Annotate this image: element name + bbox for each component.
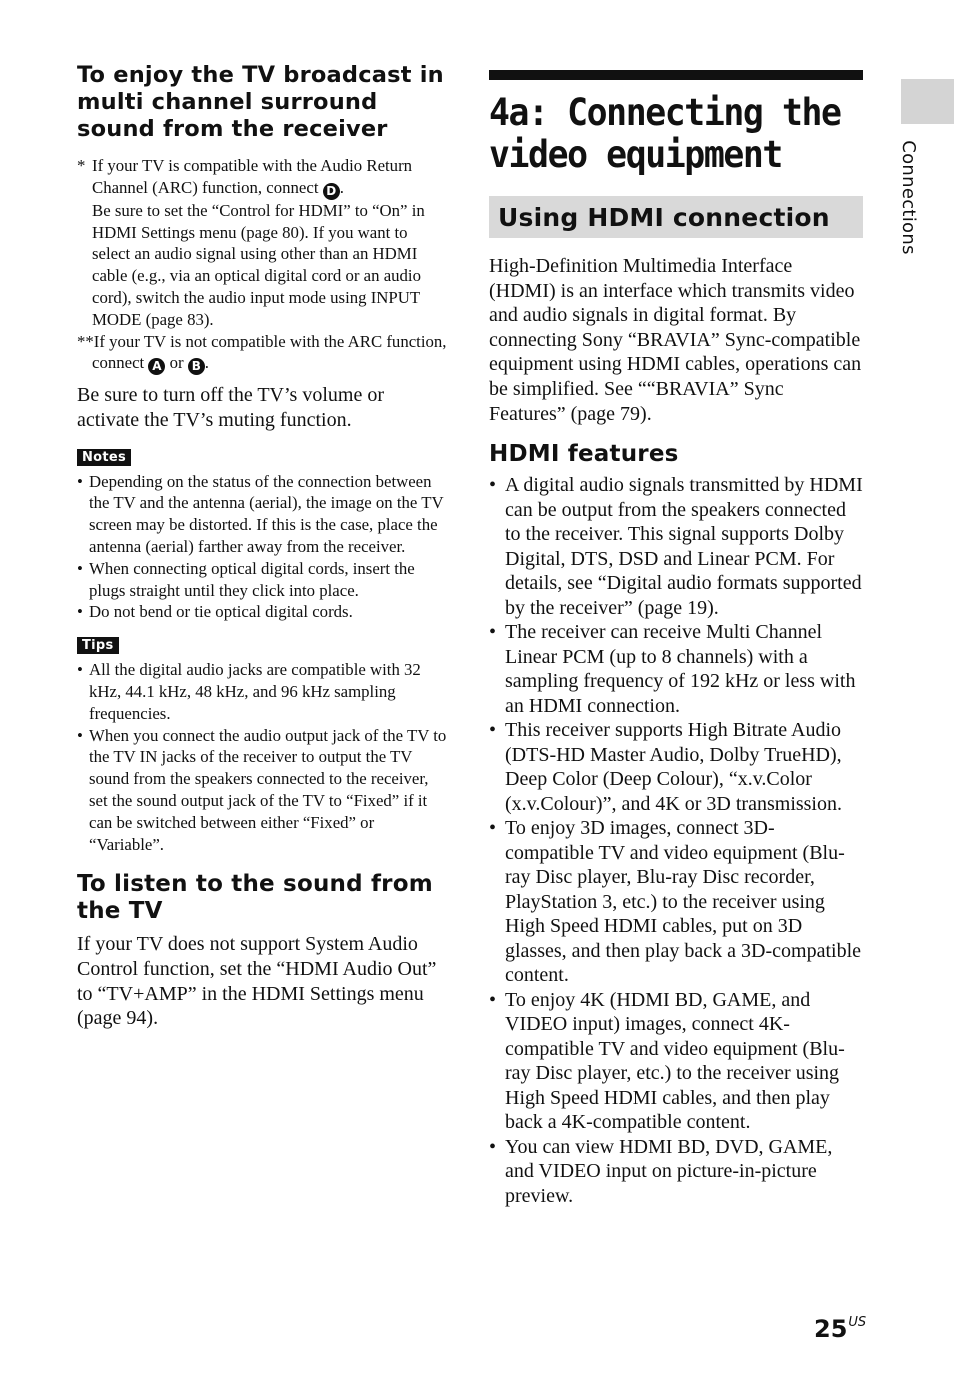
list-item-text: When you connect the audio output jack of the TV to the TV IN jacks of the receiver to output the TV sound from the speakers connected to the receiver, set the sound output jack of the TV to “Fixed” if it can be switched between either “Fixed” or “Variable”. bbox=[89, 725, 447, 854]
feature-item bbox=[489, 1135, 863, 1209]
footnotes bbox=[77, 155, 449, 375]
bullet-icon: • bbox=[77, 725, 83, 745]
side-tab bbox=[901, 79, 954, 124]
jack-a-icon: A bbox=[148, 358, 165, 375]
volume-note: Be sure to turn off the TV’s volume or activate the TV’s muting function. bbox=[77, 384, 384, 431]
footnote-text: If your TV is not compatible with the ARC function, connect bbox=[92, 331, 447, 373]
list-item-text: Do not bend or tie optical digital cords. bbox=[89, 602, 353, 622]
hdmi-features-list bbox=[489, 473, 863, 1208]
bullet-icon: • bbox=[77, 558, 83, 578]
bullet-icon: • bbox=[489, 474, 497, 497]
list-item-text: The receiver can receive Multi Channel Linear PCM (up to 8 channels) with a sampling frequency of 192 kHz or less with an HDMI connection. bbox=[505, 621, 856, 717]
footnote-mark: * bbox=[77, 156, 86, 175]
bullet-icon: • bbox=[489, 817, 497, 840]
feature-item bbox=[489, 620, 863, 718]
list-item-text: To enjoy 4K (HDMI BD, GAME, and VIDEO input) images, connect 4K-compatible TV and video equipment (Blu-ray Disc player, etc.) to the receiver using High Speed HDMI cables, and then play back a 4K-compatible content. bbox=[505, 988, 845, 1134]
tip-item bbox=[77, 659, 449, 724]
side-label bbox=[880, 130, 936, 265]
section-band bbox=[489, 196, 863, 238]
note-item bbox=[77, 601, 449, 623]
bullet-icon: • bbox=[489, 621, 497, 644]
notes-list bbox=[77, 471, 449, 624]
feature-item bbox=[489, 816, 863, 988]
bullet-icon: • bbox=[77, 471, 83, 491]
tip-item bbox=[77, 725, 449, 856]
footnote-text: If your TV is compatible with the Audio Return Channel (ARC) function, connect bbox=[92, 156, 413, 197]
footnote-mark: ** bbox=[77, 331, 94, 351]
notes-section bbox=[77, 448, 449, 624]
footnote-no-arc: **If your TV is not compatible with the ARC function, connect A or B . bbox=[77, 331, 447, 374]
region-suffix: US bbox=[848, 1315, 867, 1330]
tips-list bbox=[77, 659, 449, 855]
list-item-text: When connecting optical digital cords, insert the plugs straight until they click into place. bbox=[89, 558, 415, 600]
page-number: $25^{US}$ bbox=[814, 1315, 867, 1343]
bullet-icon: • bbox=[77, 602, 83, 622]
page-title: 4a: Connecting the video equipment bbox=[489, 91, 841, 176]
jack-b-icon: B bbox=[188, 358, 205, 375]
hdmi-features-heading: HDMI features bbox=[489, 441, 679, 468]
bullet-icon: • bbox=[489, 719, 497, 742]
right-column bbox=[489, 70, 863, 1208]
feature-item bbox=[489, 988, 863, 1135]
tips-section bbox=[77, 636, 449, 855]
heading-listen-tv: To listen to the sound from the TV bbox=[77, 871, 433, 925]
list-item-text: You can view HDMI BD, DVD, GAME, and VIDEO input on picture-in-picture preview. bbox=[505, 1135, 833, 1207]
feature-item bbox=[489, 718, 863, 816]
bullet-icon: • bbox=[77, 660, 83, 680]
notes-label: Notes bbox=[77, 449, 131, 466]
bullet-icon: • bbox=[489, 988, 497, 1011]
footnote-arc: * If your TV is compatible with the Audio Return Channel (ARC) function, connect D . Be sure to set the “Control for HDMI” to “On” in HDMI Settings menu (page 80). If you want to select an audio signal using other than an HDMI cable (e.g., via an optical digital cord or an audio cord), switch the audio input mode using INPUT MODE (page 83). bbox=[77, 156, 425, 329]
jack-d-icon: D bbox=[323, 183, 340, 200]
tips-label: Tips bbox=[77, 637, 119, 654]
section-heading: Using HDMI connection bbox=[498, 202, 830, 232]
note-item bbox=[77, 471, 449, 558]
list-item-text: To enjoy 3D images, connect 3D-compatible TV and video equipment (Blu-ray Disc player, Blu-ray Disc recorder, PlayStation 3, etc.) to the receiver using High Speed HDMI cables, put on 3D glasses, and then play back a 3D-compatible content. bbox=[505, 817, 861, 987]
list-item-text: Depending on the status of the connection between the TV and the antenna (aerial), the image on the TV screen may be distorted. If this is the case, place the antenna (aerial) farther away from the receiver. bbox=[89, 471, 444, 556]
title-rule bbox=[489, 70, 863, 80]
list-item-text: This receiver supports High Bitrate Audio (DTS-HD Master Audio, Dolby TrueHD), Deep Color (Deep Colour), “x.v.Color (x.v.Colour)”, and 4K or 3D transmission. bbox=[505, 719, 842, 815]
heading-tv-broadcast: To enjoy the TV broadcast in multi channel surround sound from the receiver bbox=[77, 62, 444, 142]
left-column bbox=[77, 62, 449, 1031]
footnote-text-detail: Be sure to set the “Control for HDMI” to “On” in HDMI Settings menu (page 80). If you want to select an audio signal using other than an HDMI cable (e.g., via an optical digital cord or an audio cord), switch the audio input mode using INPUT MODE (page 83). bbox=[92, 200, 425, 329]
feature-item bbox=[489, 473, 863, 620]
section-side-label: Connections bbox=[897, 140, 919, 255]
listen-text: If your TV does not support System Audio Control function, set the “HDMI Audio Out” to “TV+AMP” in the HDMI Settings menu (page 94). bbox=[77, 933, 437, 1030]
hdmi-intro: High-Definition Multimedia Interface (HDMI) is an interface which transmits video and audio signals in digital format. By connecting Sony “BRAVIA” Sync-compatible equipment using HDMI cables, operations can be simplified. See ““BRAVIA” Sync Features” (page 79). bbox=[489, 255, 862, 425]
note-item bbox=[77, 558, 449, 602]
list-item-text: All the digital audio jacks are compatible with 32 kHz, 44.1 kHz, 48 kHz, and 96 kHz sampling frequencies. bbox=[89, 660, 421, 723]
bullet-icon: • bbox=[489, 1135, 497, 1158]
list-item-text: A digital audio signals transmitted by HDMI can be output from the speakers connected to the receiver. This signal supports Dolby Digital, DTS, DSD and Linear PCM. For details, see “Digital audio formats supported by the receiver” (page 19). bbox=[505, 474, 863, 619]
